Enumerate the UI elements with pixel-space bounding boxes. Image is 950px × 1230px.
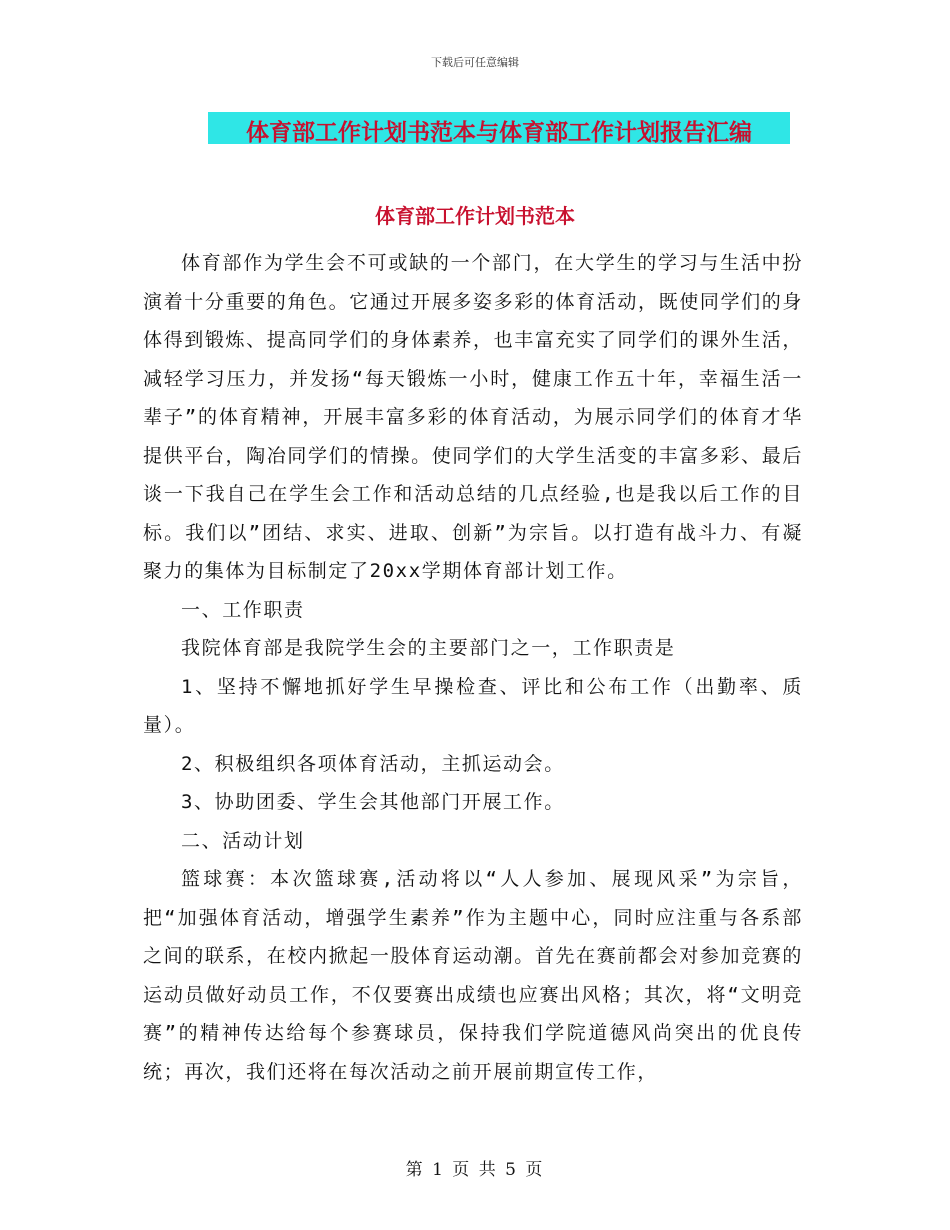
page-footer: 第 1 页 共 5 页 <box>405 1160 545 1180</box>
duty-item-3: 3、协助团委、学生会其他部门开展工作。 <box>181 791 565 813</box>
paragraph-intro: 体育部作为学生会不可或缺的一个部门，在大学生的学习与生活中扮演着十分重要的角色。它通过开展多姿多彩的体育活动，既使同学们的身体得到锻炼、提高同学们的身体素养，也丰富充实了同学们的课外生活，减轻学习压力，并发扬“每天锻炼一小时，健康工作五十年，幸福生活一辈子”的体育精神，开展丰富多彩的体育活动，为展示同学们的体育才华提供平台，陶冶同学们的情操。使同学们的大学生活变的丰富多彩、最后谈一下我自己在学生会工作和活动总结的几点经验,也是我以后工作的目标。我们以”团结、求实、进取、创新”为宗旨。以打造有战斗力、有凝聚力的集体为目标制定了20xx学期体育部计划工作。 <box>143 252 803 582</box>
paragraph-duties-intro: 我院体育部是我院学生会的主要部门之一，工作职责是 <box>181 637 676 659</box>
document-body <box>143 244 803 1091</box>
heading-activities: 二、活动计划 <box>181 829 305 852</box>
document-title: 体育部工作计划书范本与体育部工作计划报告汇编 <box>246 120 752 146</box>
heading-duties: 一、工作职责 <box>181 598 305 621</box>
duty-item-2: 2、积极组织各项体育活动，主抓运动会。 <box>181 752 565 775</box>
paragraph-basketball: 篮球赛：本次篮球赛,活动将以“人人参加、展现风采”为宗旨，把“加强体育活动，增强学生素养”作为主题中心，同时应注重与各系部之间的联系，在校内掀起一股体育运动潮。首先在赛前都会对参加竞赛的运动员做好动员工作，不仅要赛出成绩也应赛出风格；其次，将“文明竞赛”的精神传达给每个参赛球员，保持我们学院道德风尚突出的优良传统；再次，我们还将在每次活动之前开展前期宣传工作， <box>143 868 803 1083</box>
duty-item-1: 1、坚持不懈地抓好学生早操检查、评比和公布工作（出勤率、质量）。 <box>143 675 803 736</box>
section-title: 体育部工作计划书范本 <box>375 204 575 228</box>
header-note: 下载后可任意编辑 <box>431 56 519 69</box>
